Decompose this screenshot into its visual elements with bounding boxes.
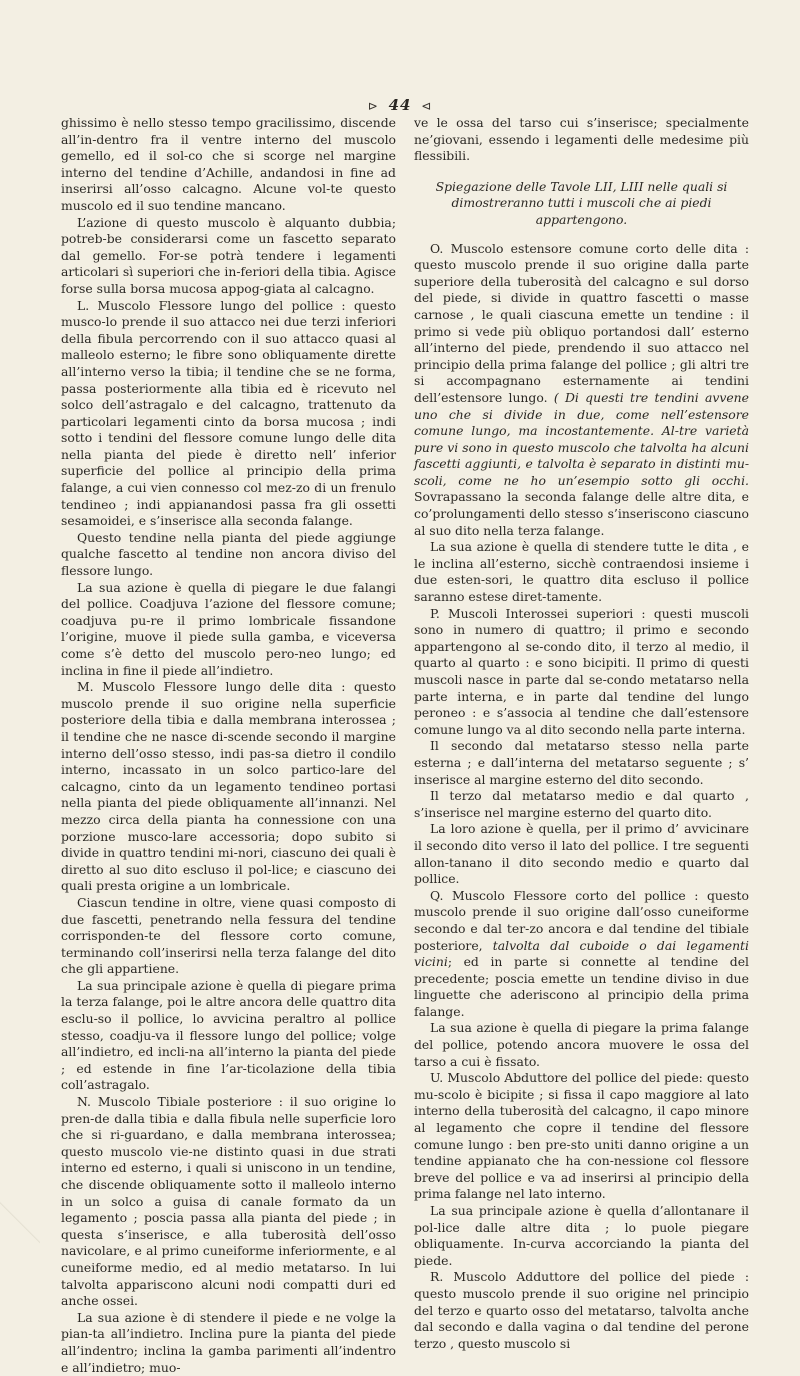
paragraph: La loro azione è quella, per il primo d’ avvicinare il secondo dito verso il lato del pollice. I tre seguenti allon-tanano il dito secondo medio e quarto dal pollice.	[414, 821, 749, 887]
italic-note: talvolta dal cuboide o dai legamenti vicini	[414, 937, 749, 970]
paragraph: M. Muscolo Flessore lungo delle dita : questo muscolo prende il suo origine nella superficie posteriore della tibia e dalla membrana interossea ; il tendine che ne nasce di-scende secondo il margine interno dell’osso stesso, indi pas-sa dietro il condilo interno, incassato in un solco partico-lare del calcagno, cinto da un legamento tendineo portasi nella pianta del piede obliquamente all’innanzi. Nel mezzo circa della pianta ha connessione con una porzione musco-lare accessoria; dopo subito si divide in quattro tendini mi-nori, ciascuno dei quali è diretto al suo dito escluso il pol-lice; e ciascuno dei quali presta origine a un lombricale.	[61, 679, 396, 894]
paragraph-text: ; ed in parte si connette al tendine del precedente; poscia emette un tendine diviso in due linguette che aderiscono al principio della prima falange.	[414, 954, 749, 1019]
paragraph: La sua azione è di stendere il piede e ne volge la pian-ta all’indietro. Inclina pure la pianta del piede all’indentro; inclina la gamba parimenti all’indentro e all’indietro; muo-	[61, 1309, 396, 1375]
paragraph: La sua principale azione è quella d’allontanare il pol-lice dalle altre dita ; lo puole piegare obliquamente. In-curva accorciando la pianta del piede.	[414, 1203, 749, 1268]
paragraph: La sua azione è quella di piegare le due falangi del pollice. Coadjuva l’azione del flessore comune; coadjuva pu-re il primo lombricale fissandone l’origine, muove il piede sulla gamba, e viceversa come s’è detto del muscolo pero-neo lungo; ed inclina in fine il piede all’indietro.	[61, 579, 396, 678]
paragraph: U. Muscolo Abduttore del pollice del piede: questo mu-scolo è bicipite ; si fissa il capo maggiore al lato interno della tuberosità del calcagno, il capo minore al legamento che copre il tendine del flessore comune lungo : ben pre-sto uniti danno origine a un tendine appianato che ha con-nessione col flessore breve del pollice e va ad inserirsi al principio della prima falange nel lato interno.	[414, 1070, 749, 1202]
ornament-left-icon: ⊳	[367, 99, 379, 113]
paragraph: L’azione di questo muscolo è alquanto dubbia; potreb-be considerarsi come un fascetto separato dal gemello. For-se potrà tendere i legamenti articolari sì superiori che in-feriori della tibia. Agisce forse sulla borsa mucosa appog-giata al calcagno.	[61, 214, 396, 296]
paragraph: L. Muscolo Flessore lungo del pollice : questo musco-lo prende il suo attacco nei due terzi inferiori della fibula percorrendo con il suo attacco quasi al malleolo esterno; le fibre sono obliquamente dirette all’interno verso la tibia; il tendine che se ne forma, passa posteriormente alla tibia ed è ricevuto nel solco dell’astragalo e del calcagno, trattenuto da particolari legamenti cinto da borsa mucosa ; indi sotto i tendini del flessore comune lungo delle dita nella pianta del piede è diretto nell’ inferior superficie del pollice al principio della prima falange, a cui vien connesso col mez-zo di un frenulo tendineo ; indi appianandosi passa fra gli ossetti sesamoidei, e s’inserisce alla seconda falange.	[61, 297, 396, 529]
paper-crease	[0, 1195, 40, 1249]
paragraph	[414, 888, 749, 1021]
paragraph-text: Sovrapassano la seconda falange delle altre dita, e co’prolungamenti dello stesso s’inseriscono ciascuno al suo dito nella terza falange.	[414, 489, 749, 538]
paragraph: ghissimo è nello stesso tempo gracilissimo, discende all’in-dentro fra il ventre interno del muscolo gemello, ed il sol-co che si scorge nel margine interno del tendine d’Achille, andandosi in fine ad inserirsi all’osso calcagno. Alcune vol-te questo muscolo ed il suo tendine mancano.	[61, 115, 396, 213]
paragraph: N. Muscolo Tibiale posteriore : il suo origine lo pren-de dalla tibia e dalla fibula nelle superficie loro che si ri-guardano, e dalla membrana interossea; questo muscolo vie-ne distinto quasi in due strati interno ed esterno, i quali si uniscono in un tendine, che discende obliquamente sotto il malleolo interno in un solco a guisa di canale formato da un legamento ; poscia passa alla pianta del piede ; in questa s’inserisce, e alla tuberosità dell’osso navicolare, e al primo cuneiforme inferiormente, e al cuneiforme medio, ed al medio metatarso. In lui talvolta appariscono alcuni nodi compatti duri ed anche ossei.	[61, 1094, 396, 1309]
italic-note: ( Di questi tre tendini avvene uno che si divide in due, come nell’estensore comune lungo, ma incostantemente. Al-tre varietà pure vi sono in questo muscolo che talvolta ha alcuni fascetti aggiunti, e talvolta è separato in distinti mu-scoli, come ne ho un’esempio sotto gli occhi.	[414, 389, 749, 488]
paragraph: Il secondo dal metatarso stesso nella parte esterna ; e dall’interna del metatarso seguente ; s’ inserisce al margine esterno del dito secondo.	[414, 738, 749, 787]
ornament-right-icon: ⊲	[421, 99, 433, 113]
paragraph: P. Muscoli Interossei superiori : questi muscoli sono in numero di quattro; il primo e secondo appartengono al se-condo dito, il terzo al medio, il quarto al quarto : e sono bicipiti. Il primo di questi muscoli nasce in parte dal se-condo metatarso nella parte interna, e in parte dal tendine del lungo peroneo : e s’associa al tendine che dall’estensore comune lungo va al dito secondo nella parte interna.	[414, 605, 749, 737]
paragraph-text: O. Muscolo estensore comune corto delle dita : questo muscolo prende il suo origine dalla parte superiore della tuberosità del calcagno e sul dorso del piede, si divide in quattro fascetti o masse carnose , le quali ciascuna emette un tendine : il primo si vede più obliquo portandosi dall’ esterno all’interno del piede, prendendo il suo attacco nel principio della prima falange del pollice ; gli altri tre si accompagnano esternamente ai tendini dell’estensore lungo.	[414, 240, 749, 405]
paragraph	[414, 241, 749, 540]
paragraph: Ciascun tendine in oltre, viene quasi composto di due fascetti, penetrando nella fessura del tendine corrisponden-te del flessore corto comune, terminando coll’inserirsi nella terza falange del dito che gli appartiene.	[61, 894, 396, 977]
paragraph: Questo tendine nella pianta del piede aggiunge qualche fascetto al tendine non ancora diviso del flessore lungo.	[61, 529, 396, 579]
paragraph: La sua azione è quella di piegare la prima falange del pollice, potendo ancora muovere le ossa del tarso a cui è fissato.	[414, 1020, 749, 1069]
paragraph: La sua azione è quella di stendere tutte le dita , e le inclina all’esterno, sicchè contraendosi insieme i due esten-sori, le quattro dita escluso il pollice saranno estese diret-tamente.	[414, 539, 749, 605]
paragraph: ve le ossa del tarso cui s’inserisce; specialmente ne’giovani, essendo i legamenti delle medesime più flessibili.	[414, 115, 749, 164]
paragraph-text: Q. Muscolo Flessore corto del pollice : questo muscolo prende il suo origine dall’osso cuneiforme secondo e dal ter-zo ancora e dal tendine del tibiale posteriore,	[414, 887, 749, 953]
paragraph: R. Muscolo Adduttore del pollice del piede : questo muscolo prende il suo origine nel principio del terzo e quarto osso del metatarso, talvolta anche dal secondo e dalla vagina o dal tendine del perone terzo , questo muscolo si	[414, 1269, 749, 1351]
running-header	[0, 96, 800, 114]
page-number: 44	[388, 96, 412, 114]
left-column	[61, 115, 396, 1376]
right-column	[414, 115, 749, 1352]
paragraph: La sua principale azione è quella di piegare prima la terza falange, poi le altre ancora delle quattro dita esclu-so il pollice, lo avvicina peraltro al pollice stesso, coadju-va il flessore lungo del pollice; volge all’indietro, ed incli-na all’interno la pianta del piede ; ed estende in fine l’ar-ticolazione della tibia coll’astragalo.	[61, 977, 396, 1093]
section-heading: Spiegazione delle Tavole LII, LIII nelle quali si dimostreranno tutti i muscoli che ai piedi appartengono.	[435, 178, 728, 227]
paragraph: Il terzo dal metatarso medio e dal quarto , s’inserisce nel margine esterno del quarto dito.	[414, 788, 749, 820]
